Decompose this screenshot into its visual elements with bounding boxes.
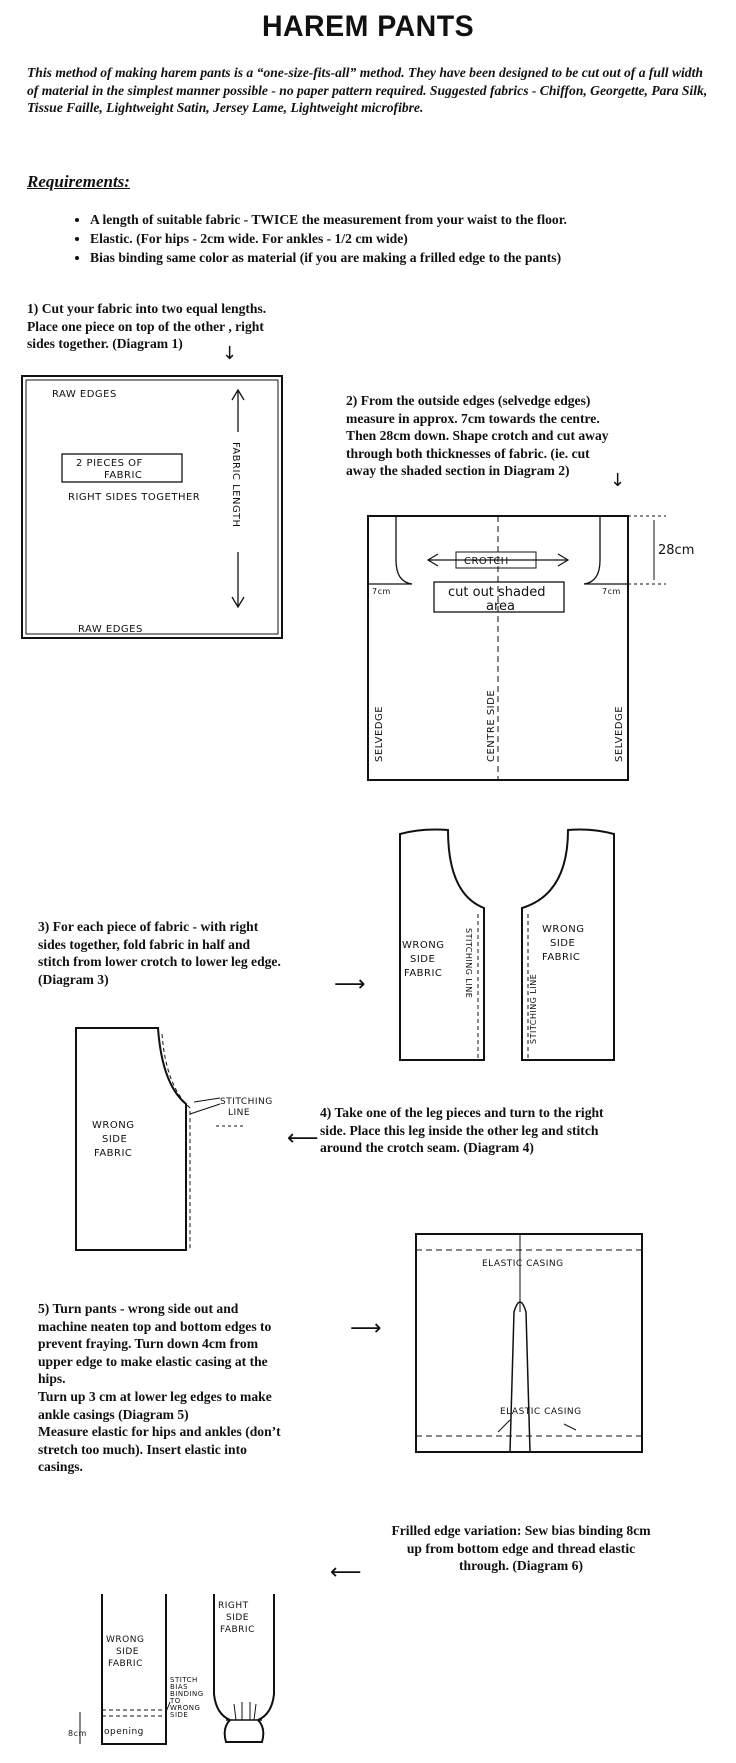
- pointer-line: [498, 1420, 510, 1432]
- pieces-label-2: FABRIC: [104, 470, 143, 481]
- requirements-list: [70, 210, 730, 267]
- arrow-left-icon: ⟵: [330, 1560, 362, 1585]
- diagram-4: [70, 1024, 290, 1254]
- left-label-3: FABRIC: [404, 968, 443, 979]
- pointer-line: [194, 1098, 220, 1102]
- arrow-down-icon: ↓: [222, 343, 238, 364]
- step-6-text: Frilled edge variation: Sew bias binding 8cm up from bottom edge and thread elastic through. (Diagram 6): [391, 1523, 651, 1574]
- wrong-label-3: FABRIC: [108, 1659, 143, 1669]
- cut-out-label-1: cut out shaded: [448, 585, 546, 600]
- opening-label: opening: [104, 1727, 144, 1737]
- stitch-label-3: BINDING: [170, 1690, 204, 1698]
- right-label-2: SIDE: [550, 938, 576, 949]
- arrow-right-icon: ⟶: [350, 1316, 382, 1341]
- centre-side-label: CENTRE SIDE: [486, 689, 497, 762]
- stitch-label-6: SIDE: [170, 1711, 189, 1719]
- wrong-label-2: SIDE: [102, 1134, 128, 1145]
- pieces-label-1: 2 PIECES OF: [76, 458, 143, 469]
- pointer-line: [564, 1424, 576, 1430]
- measure-7cm-left: 7cm: [372, 587, 391, 596]
- page-title: HAREM PANTS: [261, 10, 475, 43]
- requirement-item: • A length of suitable fabric - TWICE the measurement from your waist to the floor.: [90, 210, 730, 229]
- stitch-label-2: BIAS: [170, 1683, 189, 1691]
- leg-piece: [76, 1028, 186, 1250]
- selvedge-right-label: SELVEDGE: [614, 705, 625, 762]
- stitch-line-label-left: STITCHING LINE: [464, 928, 473, 999]
- raw-edges-bottom-label: RAW EDGES: [78, 624, 143, 635]
- diagram-6: [66, 1584, 306, 1756]
- shaded-cut-left: [368, 516, 412, 584]
- right-sides-label: RIGHT SIDES TOGETHER: [68, 492, 201, 503]
- requirement-item: • Bias binding same color as material (if you are making a frilled edge to the pants): [90, 248, 730, 267]
- cut-out-label-2: area: [486, 599, 515, 614]
- wrong-side-leg: [102, 1594, 166, 1744]
- elastic-casing-top-label: ELASTIC CASING: [482, 1259, 564, 1269]
- right-label-1: WRONG: [542, 924, 585, 935]
- stitch-label-4: TO: [170, 1697, 181, 1705]
- left-label-2: SIDE: [410, 954, 436, 965]
- step-1-text: 1) Cut your fabric into two equal lengths. Place one piece on top of the other , right sides together. (Diagram 1): [27, 301, 267, 352]
- diagram-2: [366, 512, 716, 782]
- left-label-1: WRONG: [402, 940, 445, 951]
- stitching-label-2: LINE: [228, 1108, 251, 1118]
- step-3-text: 3) For each piece of fabric - with right sides together, fold fabric in half and stitch from lower crotch to lower leg edge. (Diagram 3): [38, 919, 281, 987]
- step-2-text: 2) From the outside edges (selvedge edges) measure in approx. 7cm towards the centre. Then 28cm down. Shape crotch and cut away through both thicknesses of fabric. (ie. cut away the shaded section in Diagram 2): [346, 393, 609, 479]
- diagram-3: [392, 824, 628, 1064]
- intro-paragraph: This method of making harem pants is a “one-size-fits-all” method. They have been designed to be cut out of a full width of material in the simplest manner possible - no paper pattern required. Suggested fabrics - Chiffon, Georgette, Para Silk, Tissue Faille, Lightweight Satin, Jersey Lame, Lightweight microfibre.: [27, 65, 708, 115]
- fabric-length-label: FABRIC LENGTH: [230, 442, 241, 528]
- elastic-casing-bottom-label: ELASTIC CASING: [500, 1407, 582, 1417]
- gather-folds: [234, 1702, 256, 1720]
- wrong-label-1: WRONG: [92, 1120, 135, 1131]
- requirements-heading: Requirements:: [27, 172, 130, 191]
- stitch-label-5: WRONG: [170, 1704, 201, 1712]
- crotch-label: CROTCH: [464, 556, 509, 567]
- arrow-right-icon: ⟶: [334, 972, 366, 997]
- requirement-item: • Elastic. (For hips - 2cm wide. For ankles - 1/2 cm wide): [90, 229, 730, 248]
- step-5-text: 5) Turn pants - wrong side out and machine neaten top and bottom edges to prevent fraying. Turn down 4cm from upper edge to make elastic casing at the hips. Turn up 3 cm at lower leg edges to make ankle casings (Diagram 5) Measure elastic for hips and ankles (don’t stretch too much). Insert elastic into casings.: [38, 1301, 281, 1475]
- step-4-text: 4) Take one of the leg pieces and turn to the right side. Place this leg inside the other leg and stitch around the crotch seam. (Diagram 4): [320, 1105, 604, 1156]
- diagram-1: [18, 372, 288, 642]
- wrong-label-3: FABRIC: [94, 1148, 133, 1159]
- crotch-split: [510, 1302, 530, 1452]
- raw-edges-top-label: RAW EDGES: [52, 389, 117, 400]
- diagram-5: [414, 1232, 644, 1454]
- stitch-line-label-right: STITCHING LINE: [529, 973, 538, 1044]
- pointer-line: [190, 1104, 220, 1114]
- shaded-cut-right: [584, 516, 628, 584]
- selvedge-left-label: SELVEDGE: [374, 705, 385, 762]
- arrow-left-icon: ⟵: [287, 1126, 319, 1151]
- stitching-label-1: STITCHING: [220, 1097, 273, 1107]
- wrong-label-2: SIDE: [116, 1647, 139, 1657]
- arrow-down-icon: ↓: [610, 470, 626, 491]
- wrong-label-1: WRONG: [106, 1635, 145, 1645]
- right-label-2: SIDE: [226, 1613, 249, 1623]
- stitch-label-1: STITCH: [170, 1676, 198, 1684]
- right-label-3: FABRIC: [542, 952, 581, 963]
- right-label-1: RIGHT: [218, 1601, 249, 1611]
- right-label-3: FABRIC: [220, 1625, 255, 1635]
- eight-cm-label: 8cm: [68, 1729, 87, 1738]
- measure-28cm-label: 28cm: [658, 543, 695, 558]
- measure-7cm-right: 7cm: [602, 587, 621, 596]
